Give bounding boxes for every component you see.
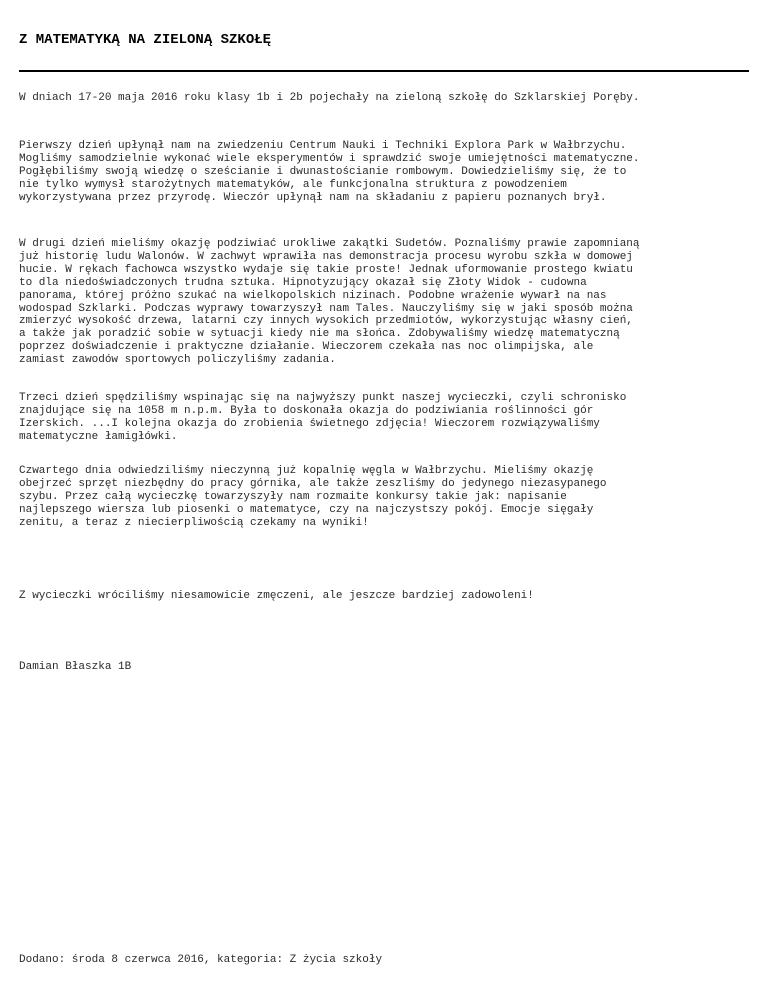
paragraph-day-two: [19, 238, 640, 367]
paragraph-line: poprzez doświadczenie i praktyczne działanie. Wieczorem czekała nas noc olimpijska, ale: [19, 341, 594, 354]
paragraph-line: znajdujące się na 1058 m n.p.m. Była to doskonała okazja do podziwiania roślinności gór: [19, 404, 594, 417]
paragraph-line: W dniach 17-20 maja 2016 roku klasy 1b i 2b pojechały na zieloną szkołę do Szklarskiej Poręby.: [19, 92, 640, 104]
paragraph-line: szybu. Przez całą wycieczkę towarzyszyły nam rozmaite konkursy takie jak: napisanie: [19, 490, 567, 503]
article-title: Z MATEMATYKĄ NA ZIELONĄ SZKOŁĘ: [19, 32, 272, 48]
paragraph-line: zenitu, a teraz z niecierpliwością czekamy na wyniki!: [19, 516, 369, 529]
paragraph-line: Czwartego dnia odwiedziliśmy nieczynną już kopalnię węgla w Wałbrzychu. Mieliśmy okazję: [19, 465, 594, 477]
paragraph-line: wykorzystywana przez przyrodę. Wieczór upłynął nam na składaniu z papieru poznanych brył.: [19, 191, 607, 204]
paragraph-intro: [19, 92, 640, 105]
paragraph-line: obejrzeć sprzęt niezbędny do pracy górnika, ale także zeszliśmy do jedynego niezasypanego: [19, 477, 607, 490]
paragraph-line: panorama, której próżno szukać na wielkopolskich nizinach. Podobne wrażenie wywarł na nas: [19, 289, 607, 302]
paragraph-day-four: [19, 465, 607, 530]
paragraph-return: [19, 590, 534, 603]
paragraph-line: Izerskich. ...I kolejna okazja do zrobienia świetnego zdjęcia! Wieczorem rozwiązywaliśmy: [19, 417, 600, 430]
paragraph-line: Z wycieczki wróciliśmy niesamowicie zmęczeni, ale jeszcze bardziej zadowoleni!: [19, 590, 534, 602]
post-footer: Dodano: środa 8 czerwca 2016, kategoria: Z życia szkoły: [19, 954, 383, 966]
paragraph-line: już historię ludu Walonów. W zachwyt wprawiła nas demonstracja procesu wyrobu szkła w domowej: [19, 250, 633, 263]
author-name: Damian Błaszka 1B: [19, 661, 132, 673]
paragraph-line: zamiast zawodów sportowych policzyliśmy zadania.: [19, 354, 336, 367]
paragraph-line: Pierwszy dzień upłynął nam na zwiedzeniu Centrum Nauki i Techniki Explora Park w Wałbrzychu.: [19, 140, 627, 152]
title-divider: [19, 70, 749, 72]
paragraph-line: najlepszego wiersza lub piosenki o matematyce, czy na najczystszy pokój. Emocje sięgały: [19, 503, 594, 516]
paragraph-line: Mogliśmy samodzielnie wykonać wiele eksperymentów i sprawdzić swoje umiejętności matematyczne.: [19, 152, 640, 165]
paragraph-day-one: [19, 140, 640, 205]
author-signature: [19, 661, 131, 674]
paragraph-line: wodospad Szklarki. Podczas wyprawy towarzyszył nam Tales. Nauczyliśmy się w jaki sposób można: [19, 302, 633, 315]
paragraph-line: W drugi dzień mieliśmy okazję podziwiać urokliwe zakątki Sudetów. Poznaliśmy prawie zapomnianą: [19, 238, 640, 250]
paragraph-line: hucie. W rękach fachowca wszystko wydaje się takie proste! Jednak uformowanie prostego kwiatu: [19, 263, 633, 276]
paragraph-day-three: [19, 392, 626, 444]
paragraph-line: Trzeci dzień spędziliśmy wspinając się na najwyższy punkt naszej wycieczki, czyli schronisko: [19, 392, 627, 404]
paragraph-line: matematyczne łamigłówki.: [19, 430, 178, 443]
paragraph-line: a także jak poradzić sobie w sytuacji kiedy nie ma słońca. Zdobywaliśmy wiedzę matematyczną: [19, 328, 620, 341]
paragraph-line: zmierzyć wysokość drzewa, latarni czy innych wysokich przedmiotów, wykorzystując własny cień,: [19, 315, 633, 328]
paragraph-line: nie tylko wymysł starożytnych matematyków, ale funkcjonalna struktura z powodzeniem: [19, 178, 567, 191]
paragraph-line: to dla niedoświadczonych trudna sztuka. Hipnotyzujący okazał się Złoty Widok - cudowna: [19, 276, 587, 289]
paragraph-line: Pogłębiliśmy swoją wiedzę o sześcianie i dwunastościanie rombowym. Dowiedzieliśmy się, że to: [19, 165, 627, 178]
